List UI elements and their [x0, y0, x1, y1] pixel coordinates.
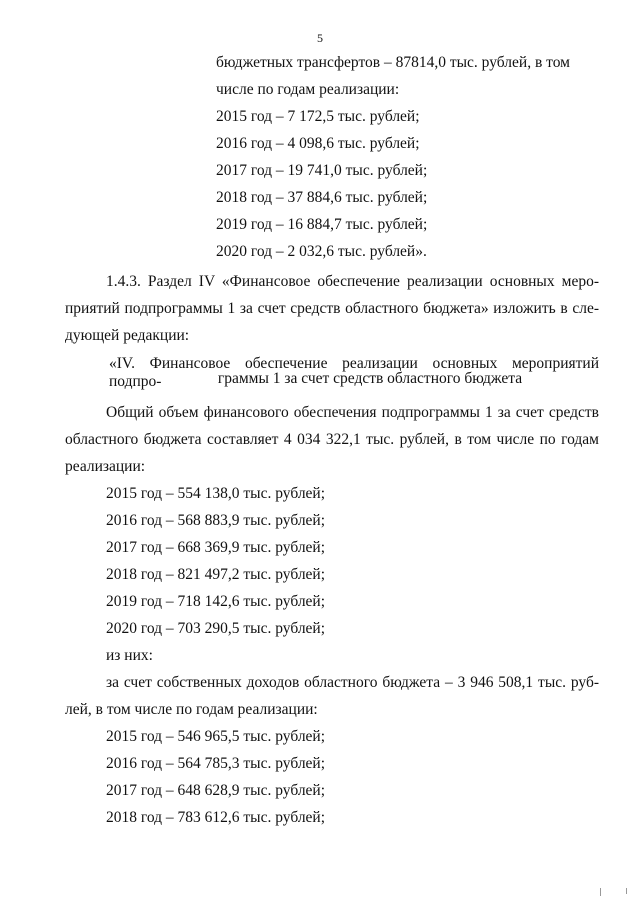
intro-year-line: 2019 год – 16 884,7 тыс. рублей; — [216, 216, 428, 233]
total-year-line: 2017 год – 668 369,9 тыс. рублей; — [106, 539, 326, 556]
own-income-line: лей, в том числе по годам реализации: — [65, 701, 318, 718]
general-paragraph-line: областного бюджета составляет 4 034 322,1 тыс. рублей, в том числе по годам — [65, 431, 599, 448]
total-year-line: 2016 год – 568 883,9 тыс. рублей; — [106, 512, 326, 529]
section-paragraph-line: дующей редакции: — [65, 327, 190, 344]
own-year-line: 2017 год – 648 628,9 тыс. рублей; — [106, 782, 326, 799]
general-paragraph-line: реализации: — [65, 458, 146, 475]
intro-line: числе по годам реализации: — [216, 81, 400, 98]
own-year-line: 2015 год – 546 965,5 тыс. рублей; — [106, 728, 326, 745]
own-year-line: 2016 год – 564 785,3 тыс. рублей; — [106, 755, 326, 772]
scan-mark — [626, 888, 627, 894]
of-them-line: из них: — [106, 647, 153, 664]
intro-year-line: 2020 год – 2 032,6 тыс. рублей». — [216, 243, 427, 260]
total-year-line: 2020 год – 703 290,5 тыс. рублей; — [106, 620, 326, 637]
own-income-line: за счет собственных доходов областного бюджета – 3 946 508,1 тыс. руб- — [106, 674, 599, 691]
section-heading-line: «IV. Финансовое обеспечение реализации основных мероприятий подпро- — [109, 355, 599, 390]
intro-year-line: 2016 год – 4 098,6 тыс. рублей; — [216, 135, 420, 152]
section-paragraph-line: 1.4.3. Раздел IV «Финансовое обеспечение реализации основных меро- — [106, 273, 599, 290]
intro-year-line: 2018 год – 37 884,6 тыс. рублей; — [216, 189, 428, 206]
total-year-line: 2018 год – 821 497,2 тыс. рублей; — [106, 566, 326, 583]
total-year-line: 2019 год – 718 142,6 тыс. рублей; — [106, 593, 326, 610]
intro-line: бюджетных трансфертов – 87814,0 тыс. рублей, в том — [216, 54, 570, 71]
own-year-line: 2018 год – 783 612,6 тыс. рублей; — [106, 809, 326, 826]
total-year-line: 2015 год – 554 138,0 тыс. рублей; — [106, 485, 326, 502]
general-paragraph-line: Общий объем финансового обеспечения подпрограммы 1 за счет средств — [106, 404, 599, 421]
scan-mark — [600, 888, 601, 896]
section-heading-line: граммы 1 за счет средств областного бюджета — [217, 370, 523, 387]
section-paragraph-line: приятий подпрограммы 1 за счет средств областного бюджета» изложить в сле- — [65, 300, 599, 317]
intro-year-line: 2017 год – 19 741,0 тыс. рублей; — [216, 162, 428, 179]
page-number: 5 — [317, 31, 323, 45]
intro-year-line: 2015 год – 7 172,5 тыс. рублей; — [216, 108, 420, 125]
